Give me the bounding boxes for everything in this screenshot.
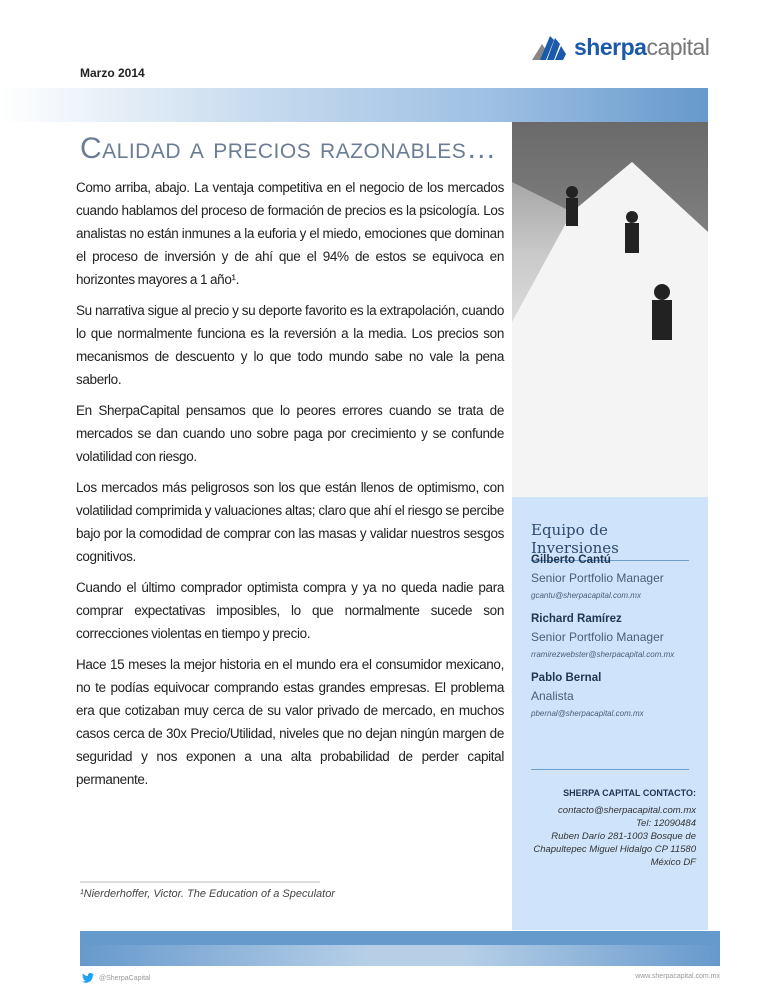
footnote-divider — [80, 881, 320, 883]
divider — [531, 769, 689, 770]
paragraph: Hace 15 meses la mejor historia en el mundo era el consumidor mexicano, no te podías equivocar comprando estas grandes empresas. El problema era que cotizaban muy cerca de su valor privado de mercado, en muchos casos cerca de 30x Precio/Utilidad, niveles que no dejan ningún margen de seguridad y nos exponen a una alta probabilidad de perder capital permanente. — [76, 657, 504, 787]
sidebar-title: Equipo de Inversiones — [531, 521, 689, 561]
sherpa-capital-logo: sherpa capital — [530, 30, 709, 64]
mountain-logo-icon — [530, 32, 570, 62]
team-member: Richard Ramírez Senior Portfolio Manager rramirezwebster@sherpacapital.com.mx — [531, 613, 675, 659]
twitter-icon — [82, 973, 94, 983]
paragraph: Su narrativa sigue al precio y su deporte favorito es la extrapolación, cuando lo que normalmente funciona es la reversión a la media. Los precios son mecanismos de descuento y lo que todo mundo sabe no vale la pena saberlo. — [76, 303, 504, 387]
footnote: ¹Nierderhoffer, Victor. The Education of a Speculator — [80, 888, 335, 900]
footer-bar — [80, 931, 720, 966]
website-link[interactable]: www.sherpacapital.com.mx — [635, 973, 720, 980]
issue-date: Marzo 2014 — [80, 66, 145, 80]
paragraph: Como arriba, abajo. La ventaja competitiva en el negocio de los mercados cuando hablamos del proceso de formación de precios es la psicología. Los analistas no están inmunes a la euforia y el miedo, emociones que dominan el proceso de inversión y de ahí que el 94% de estos se equivoca en horizontes mayores a 1 año¹. — [76, 180, 504, 287]
team-member: Pablo Bernal Analista pbernal@sherpacapital.com.mx — [531, 672, 644, 718]
climbers-photo — [512, 122, 708, 497]
team-sidebar — [512, 497, 708, 930]
header-bar — [0, 88, 708, 122]
member-email[interactable]: pbernal@sherpacapital.com.mx — [531, 709, 644, 718]
contact-block: SHERPA CAPITAL CONTACTO: contacto@sherpacapital.com.mx Tel: 12090484 Ruben Darío 281-1003 Bosque de Chapultepec Miguel Hidalgo CP 11580 México DF — [533, 788, 696, 868]
paragraph: Los mercados más peligrosos son los que están llenos de optimismo, con volatilidad comprimida y valuaciones altas; claro que ahí el riesgo se percibe bajo por la comodidad de comprar con las masas y validar nuestros sesgos cognitivos. — [76, 480, 504, 564]
contact-email[interactable]: contacto@sherpacapital.com.mx — [558, 805, 696, 816]
member-email[interactable]: gcantu@sherpacapital.com.mx — [531, 591, 641, 600]
twitter-handle[interactable]: @SherpaCapital — [82, 973, 150, 983]
paragraph: En SherpaCapital pensamos que lo peores errores cuando se trata de mercados se dan cuando uno sobre paga por crecimiento y se confunde volatilidad con riesgo. — [76, 403, 504, 464]
article-title: Calidad a precios razonables… — [80, 132, 497, 165]
paragraph: Cuando el último comprador optimista compra y ya no queda nadie para comprar expectativas imposibles, lo que normalmente sucede son correcciones violentas en tiempo y precio. — [76, 580, 504, 641]
article-body — [76, 176, 504, 799]
team-member: Gilberto Cantú Senior Portfolio Manager gcantu@sherpacapital.com.mx — [531, 554, 664, 600]
member-email[interactable]: rramirezwebster@sherpacapital.com.mx — [531, 650, 675, 659]
